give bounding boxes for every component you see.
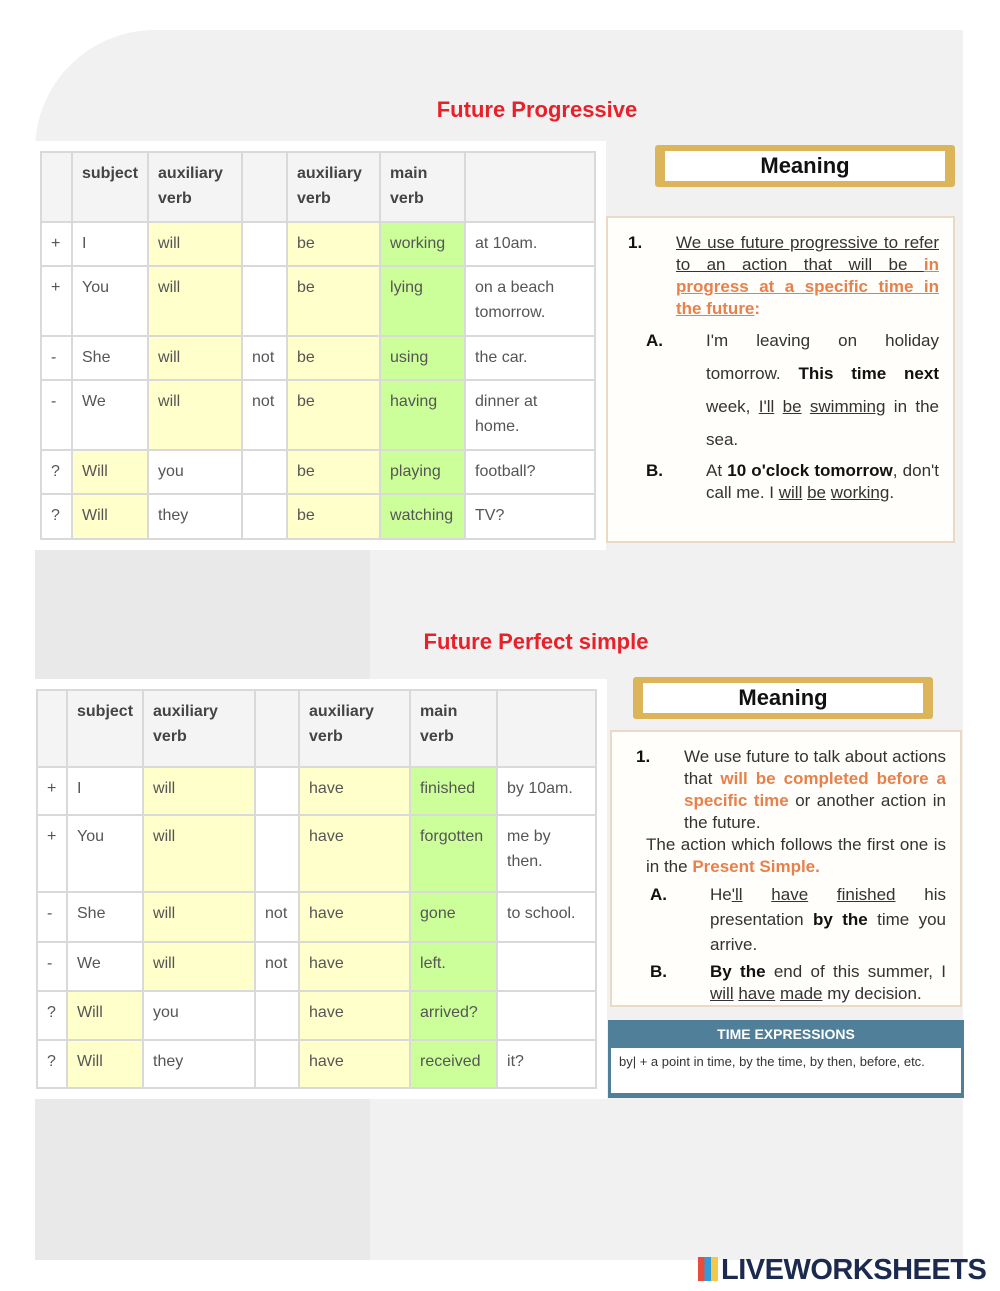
example-a — [618, 324, 939, 456]
text-run: . — [889, 483, 895, 502]
text-run: : — [754, 299, 761, 318]
meaning-heading: Meaning — [643, 683, 923, 713]
example-label: B. — [646, 461, 663, 480]
example-b — [622, 961, 946, 1005]
section-title-future-progressive: Future Progressive — [436, 97, 638, 122]
logo-icon — [698, 1257, 718, 1281]
meaning-heading: Meaning — [665, 151, 945, 181]
table-cell: have — [299, 1040, 410, 1088]
table-cell: I — [72, 222, 148, 266]
table-cell: not — [255, 892, 299, 942]
table-header-row — [37, 690, 596, 767]
header-cell: auxiliary verb — [148, 152, 242, 222]
table-cell — [255, 1040, 299, 1088]
table-cell: left. — [410, 942, 497, 991]
table-row — [41, 450, 595, 494]
table-cell: Will — [67, 991, 143, 1040]
table-cell: not — [255, 942, 299, 991]
table-cell: She — [67, 892, 143, 942]
future-progressive-table-wrap — [30, 141, 606, 550]
table-cell: ? — [41, 494, 72, 539]
text-run: Present Simple. — [692, 857, 820, 876]
text-run: be — [782, 397, 802, 416]
table-cell: me by then. — [497, 815, 596, 892]
table-cell: playing — [380, 450, 465, 494]
table-cell: ? — [41, 450, 72, 494]
table-cell — [255, 767, 299, 815]
point-number: 1. — [628, 233, 643, 252]
text-run: in progress at a specific time in the future — [676, 255, 939, 318]
table-cell: received — [410, 1040, 497, 1088]
text-run: At — [706, 461, 728, 480]
table-cell — [242, 494, 287, 539]
text-run: finished — [836, 885, 896, 904]
text-run: working — [830, 483, 890, 502]
table-row — [41, 266, 595, 336]
table-cell — [255, 815, 299, 892]
table-cell: We — [67, 942, 143, 991]
text-run — [743, 885, 772, 904]
meaning-point — [622, 746, 946, 834]
time-expressions-box — [608, 1020, 964, 1098]
header-cell — [41, 152, 72, 222]
table-cell: it? — [497, 1040, 596, 1088]
table-cell: will — [143, 767, 255, 815]
table-cell: arrived? — [410, 991, 497, 1040]
meaning-box-future-perfect — [610, 730, 962, 1007]
table-cell: at 10am. — [465, 222, 595, 266]
text-run: have — [771, 885, 809, 904]
table-cell: on a beach tomorrow. — [465, 266, 595, 336]
text-run — [808, 885, 837, 904]
table-cell: - — [37, 892, 67, 942]
table-row — [37, 991, 596, 1040]
table-row — [37, 892, 596, 942]
table-cell: be — [287, 266, 380, 336]
table-cell: have — [299, 892, 410, 942]
text-run: or another action in the future. — [684, 791, 946, 832]
table-cell: watching — [380, 494, 465, 539]
table-row — [37, 767, 596, 815]
table-cell: TV? — [465, 494, 595, 539]
text-run: have — [738, 984, 776, 1003]
table-cell: have — [299, 815, 410, 892]
text-run: By the — [710, 962, 766, 981]
text-run: by the — [812, 910, 868, 929]
table-cell: She — [72, 336, 148, 380]
text-run: The action which follows the first one is in the — [646, 835, 946, 876]
table-cell: You — [67, 815, 143, 892]
table-cell — [497, 991, 596, 1040]
table-cell: finished — [410, 767, 497, 815]
text-run: We use future progressive to refer to an action that will be — [676, 233, 939, 274]
text-run: swimming — [809, 397, 886, 416]
example-b — [618, 460, 939, 504]
table-row — [41, 380, 595, 450]
table-cell: have — [299, 767, 410, 815]
meaning-note — [622, 834, 946, 878]
table-cell: the car. — [465, 336, 595, 380]
header-cell: auxiliary verb — [143, 690, 255, 767]
table-cell: will — [148, 222, 242, 266]
table-cell: be — [287, 450, 380, 494]
table-cell: will — [143, 892, 255, 942]
text-run: will — [710, 984, 734, 1003]
table-cell — [497, 942, 596, 991]
text-run: , don't call me. I — [706, 461, 939, 502]
table-cell: will — [148, 266, 242, 336]
table-cell: ? — [37, 1040, 67, 1088]
table-cell — [255, 991, 299, 1040]
table-cell: football? — [465, 450, 595, 494]
table-cell: by 10am. — [497, 767, 596, 815]
text-run: 10 o'clock tomorrow — [727, 461, 893, 480]
table-cell — [242, 222, 287, 266]
example-a — [622, 882, 946, 957]
table-cell: not — [242, 336, 287, 380]
table-cell: have — [299, 991, 410, 1040]
table-cell: will — [143, 815, 255, 892]
table-cell: We — [72, 380, 148, 450]
text-run: will be completed before a specific time — [684, 769, 946, 810]
table-cell: + — [41, 266, 72, 336]
text-run: week, — [706, 397, 759, 416]
table-cell: Will — [72, 450, 148, 494]
table-cell: be — [287, 336, 380, 380]
text-run: will — [778, 483, 803, 502]
table-cell — [242, 266, 287, 336]
table-cell: to school. — [497, 892, 596, 942]
table-cell: be — [287, 494, 380, 539]
header-cell: subject — [72, 152, 148, 222]
table-header-row — [41, 152, 595, 222]
liveworksheets-logo — [698, 1254, 986, 1287]
text-run: my decision. — [822, 984, 922, 1003]
example-label: A. — [650, 885, 667, 904]
header-cell: auxiliary verb — [287, 152, 380, 222]
table-cell: + — [37, 767, 67, 815]
table-row — [37, 1040, 596, 1088]
header-cell — [465, 152, 595, 222]
table-cell: + — [37, 815, 67, 892]
text-run: 'll — [731, 885, 743, 904]
table-row — [41, 336, 595, 380]
header-cell: subject — [67, 690, 143, 767]
table-row — [41, 494, 595, 539]
time-expressions-title: TIME EXPRESSIONS — [717, 1026, 855, 1042]
time-expressions-body: by| + a point in time, by the time, by then, before, etc. — [611, 1048, 961, 1093]
table-cell: you — [143, 991, 255, 1040]
table-cell: will — [143, 942, 255, 991]
table-cell: not — [242, 380, 287, 450]
text-run: We use future to talk about actions that — [684, 747, 946, 788]
table-cell: I — [67, 767, 143, 815]
table-cell: gone — [410, 892, 497, 942]
section-title-future-perfect: Future Perfect simple — [423, 629, 649, 654]
meaning-box-future-progressive — [606, 216, 955, 543]
header-cell — [497, 690, 596, 767]
header-cell — [255, 690, 299, 767]
header-cell: auxiliary verb — [299, 690, 410, 767]
table-cell: dinner at home. — [465, 380, 595, 450]
text-run: end of this summer, I — [765, 962, 946, 981]
table-cell: You — [72, 266, 148, 336]
table-cell: using — [380, 336, 465, 380]
point-number: 1. — [636, 747, 651, 766]
table-cell: be — [287, 222, 380, 266]
table-cell: they — [143, 1040, 255, 1088]
table-cell — [242, 450, 287, 494]
table-cell: you — [148, 450, 242, 494]
table-cell: ? — [37, 991, 67, 1040]
table-cell: - — [41, 336, 72, 380]
table-cell: working — [380, 222, 465, 266]
header-cell — [242, 152, 287, 222]
text-run: I'll — [758, 397, 775, 416]
text-run: He — [710, 885, 732, 904]
text-run — [802, 397, 810, 416]
meaning-banner — [633, 677, 933, 719]
text-run: I'm leaving on holiday tomorrow. — [706, 331, 939, 383]
table-cell: they — [148, 494, 242, 539]
table-cell: forgotten — [410, 815, 497, 892]
table-row — [37, 942, 596, 991]
text-run: time you arrive. — [710, 910, 947, 954]
table-cell: Will — [67, 1040, 143, 1088]
meaning-banner — [655, 145, 955, 187]
header-cell — [37, 690, 67, 767]
future-perfect-table — [36, 689, 597, 1089]
example-label: B. — [650, 962, 667, 981]
table-cell: having — [380, 380, 465, 450]
table-cell: will — [148, 380, 242, 450]
table-cell: be — [287, 380, 380, 450]
table-cell: will — [148, 336, 242, 380]
header-cell: main verb — [410, 690, 497, 767]
table-cell: - — [41, 380, 72, 450]
table-cell: have — [299, 942, 410, 991]
table-cell: - — [37, 942, 67, 991]
meaning-point — [618, 232, 939, 320]
text-run: made — [779, 984, 823, 1003]
text-run: in the sea. — [706, 397, 939, 449]
text-run: his presentation — [710, 885, 946, 929]
table-cell: lying — [380, 266, 465, 336]
future-progressive-table — [40, 151, 596, 540]
table-row — [37, 815, 596, 892]
text-run: be — [807, 483, 827, 502]
logo-text: LIVEWORKSHEETS — [721, 1254, 987, 1286]
text-run: This time next — [798, 364, 939, 383]
header-cell: main verb — [380, 152, 465, 222]
table-cell: + — [41, 222, 72, 266]
table-row — [41, 222, 595, 266]
text-run — [774, 397, 782, 416]
table-cell: Will — [72, 494, 148, 539]
example-label: A. — [646, 331, 663, 350]
future-perfect-table-wrap — [26, 679, 607, 1099]
